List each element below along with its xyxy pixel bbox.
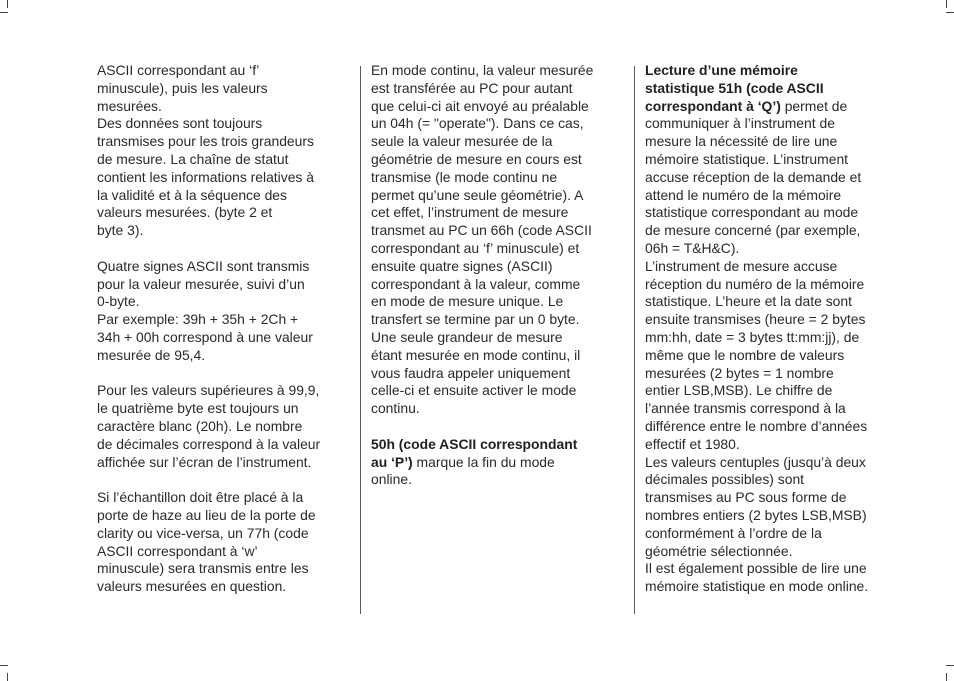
paragraph bbox=[371, 436, 616, 489]
text-line bbox=[645, 62, 895, 80]
text-line: mesurées. bbox=[97, 97, 162, 114]
text-line: vous faudra appeler uniquement bbox=[371, 364, 571, 381]
text-line: Pour les valeurs supérieures à 99,9, bbox=[97, 382, 320, 399]
text-line: transmises pour les trois grandeurs bbox=[97, 133, 314, 150]
text-line: transmet au PC un 66h (code ASCII bbox=[371, 222, 592, 239]
text-line: Il est également possible de lire une bbox=[645, 560, 867, 577]
text-line: ASCII correspondant à ‘w’ bbox=[97, 542, 258, 559]
text-line: statistique. L’heure et la date sont bbox=[645, 293, 852, 310]
text-line: valeurs mesurées en question. bbox=[97, 578, 287, 595]
text-line: accuse réception de la demande et bbox=[645, 168, 862, 185]
crop-mark bbox=[7, 673, 8, 681]
text-line: géométrie sélectionnée. bbox=[645, 542, 793, 559]
text-line bbox=[371, 436, 616, 454]
text-line: de décimales correspond à la valeur bbox=[97, 435, 321, 452]
text-line: le quatrième byte est toujours un bbox=[97, 400, 299, 417]
text-line: mesure la nécessité de lire une bbox=[645, 133, 838, 150]
bold-text: Lecture d’une mémoire bbox=[645, 62, 798, 78]
text-line: Par exemple: 39h + 35h + 2Ch + bbox=[97, 311, 299, 328]
text-line: minuscule), puis les valeurs bbox=[97, 79, 268, 96]
text-segment: permet de bbox=[780, 97, 848, 114]
text-line: Les valeurs centuples (jusqu’à deux bbox=[645, 453, 866, 470]
paragraph bbox=[645, 62, 895, 596]
text-line: l’année transmis correspond à la bbox=[645, 400, 846, 417]
text-line: transfert se termine par un 0 byte. bbox=[371, 311, 580, 328]
text-line: attend le numéro de la mémoire bbox=[645, 186, 842, 203]
crop-mark bbox=[7, 0, 8, 8]
text-line: pour la valeur mesurée, suivi d’un bbox=[97, 275, 305, 292]
text-line: Une seule grandeur de mesure bbox=[371, 328, 563, 345]
column-divider bbox=[360, 66, 361, 614]
text-line: affichée sur l’écran de l’instrument. bbox=[97, 453, 312, 470]
bold-text: statistique 51h (code ASCII bbox=[645, 79, 824, 96]
text-line: ensuite quatre signes (ASCII) bbox=[371, 257, 553, 274]
crop-mark bbox=[946, 12, 954, 13]
text-line bbox=[371, 454, 616, 472]
paragraph bbox=[97, 382, 347, 471]
text-line: transmise (le mode continu ne bbox=[371, 168, 558, 185]
text-line: minuscule) sera transmis entre les bbox=[97, 560, 309, 577]
text-line: géométrie de mesure en cours est bbox=[371, 150, 582, 167]
crop-mark bbox=[946, 673, 947, 681]
text-line: Si l’échantillon doit être placé à la bbox=[97, 489, 304, 506]
text-line bbox=[645, 98, 895, 116]
text-segment: marque la fin du mode bbox=[412, 453, 555, 470]
bold-text: correspondant à ‘Q’) bbox=[645, 97, 781, 114]
text-line: mesurées (2 bytes = 1 nombre bbox=[645, 364, 834, 381]
text-line: mémoire statistique. L’instrument bbox=[645, 150, 849, 167]
text-line: de mesure concerné (par exemple, bbox=[645, 222, 861, 239]
text-line: Quatre signes ASCII sont transmis bbox=[97, 257, 310, 274]
text-line: mm:hh, date = 3 bytes tt:mm:jj), de bbox=[645, 328, 860, 345]
text-line: étant mesurée en mode continu, il bbox=[371, 346, 581, 363]
text-line: décimales possibles) sont bbox=[645, 471, 805, 488]
text-column-2 bbox=[371, 62, 616, 489]
text-line: communiquer à l’instrument de bbox=[645, 115, 835, 132]
text-line bbox=[645, 80, 895, 98]
text-line: porte de haze au lieu de la porte de bbox=[97, 506, 316, 523]
text-line: transmises au PC sous forme de bbox=[645, 489, 847, 506]
text-column-3 bbox=[645, 62, 895, 596]
text-line: 06h = T&H&C). bbox=[645, 239, 740, 256]
text-line: que celui-ci ait envoyé au préalable bbox=[371, 97, 589, 114]
crop-mark bbox=[946, 0, 947, 8]
text-line: statistique correspondant au mode bbox=[645, 204, 859, 221]
bold-text: au ‘P’) bbox=[371, 453, 413, 470]
column-divider bbox=[634, 66, 635, 614]
text-line: nombres entiers (2 bytes LSB,MSB) bbox=[645, 506, 867, 523]
paragraph bbox=[371, 62, 616, 418]
text-line: mémoire statistique en mode online. bbox=[645, 578, 869, 595]
text-line: ASCII correspondant au ‘f’ bbox=[97, 62, 260, 78]
text-line: effectif et 1980. bbox=[645, 435, 740, 452]
text-line: ensuite transmises (heure = 2 bytes bbox=[645, 311, 866, 328]
crop-mark bbox=[0, 12, 8, 13]
text-line: correspondant au ‘f’ minuscule) et bbox=[371, 239, 580, 256]
text-line: byte 3). bbox=[97, 222, 144, 239]
text-line: Des données sont toujours bbox=[97, 115, 263, 132]
text-line: valeurs mesurées. (byte 2 et bbox=[97, 204, 273, 221]
text-line: contient les informations relatives à bbox=[97, 168, 314, 185]
text-line: la validité et à la séquence des bbox=[97, 186, 287, 203]
text-line: un 04h (= "operate"). Dans ce cas, bbox=[371, 115, 584, 132]
bold-text: 50h (code ASCII correspondant bbox=[371, 435, 578, 452]
text-line: correspondant à la valeur, comme bbox=[371, 275, 581, 292]
text-line: est transférée au PC pour autant bbox=[371, 79, 573, 96]
paragraph bbox=[97, 62, 347, 240]
text-line: cet effet, l’instrument de mesure bbox=[371, 204, 569, 221]
paragraph bbox=[97, 258, 347, 365]
text-line: entier LSB,MSB). Le chiffre de bbox=[645, 382, 833, 399]
text-line: permet qu’une seule géométrie). A bbox=[371, 186, 584, 203]
text-line: clarity ou vice-versa, un 77h (code bbox=[97, 524, 309, 541]
text-line: différence entre le nombre d’années bbox=[645, 417, 868, 434]
crop-mark bbox=[946, 665, 954, 666]
text-line: online. bbox=[371, 471, 412, 488]
text-line: continu. bbox=[371, 400, 420, 417]
text-line: 0-byte. bbox=[97, 293, 140, 310]
text-line: réception du numéro de la mémoire bbox=[645, 275, 865, 292]
text-line: seule la valeur mesurée de la bbox=[371, 133, 553, 150]
text-column-1 bbox=[97, 62, 347, 596]
text-line: L’instrument de mesure accuse bbox=[645, 257, 838, 274]
text-line: celle-ci et ensuite activer le mode bbox=[371, 382, 577, 399]
text-line: En mode continu, la valeur mesurée bbox=[371, 62, 594, 78]
paragraph bbox=[97, 489, 347, 596]
text-line: 34h + 00h correspond à une valeur bbox=[97, 328, 313, 345]
text-line: conformément à l’ordre de la bbox=[645, 524, 822, 541]
text-line: mesurée de 95,4. bbox=[97, 346, 206, 363]
text-line: caractère blanc (20h). Le nombre bbox=[97, 417, 303, 434]
crop-mark bbox=[0, 665, 8, 666]
text-line: en mode de mesure unique. Le bbox=[371, 293, 564, 310]
text-line: de mesure. La chaîne de statut bbox=[97, 150, 289, 167]
text-line: même que le nombre de valeurs bbox=[645, 346, 845, 363]
